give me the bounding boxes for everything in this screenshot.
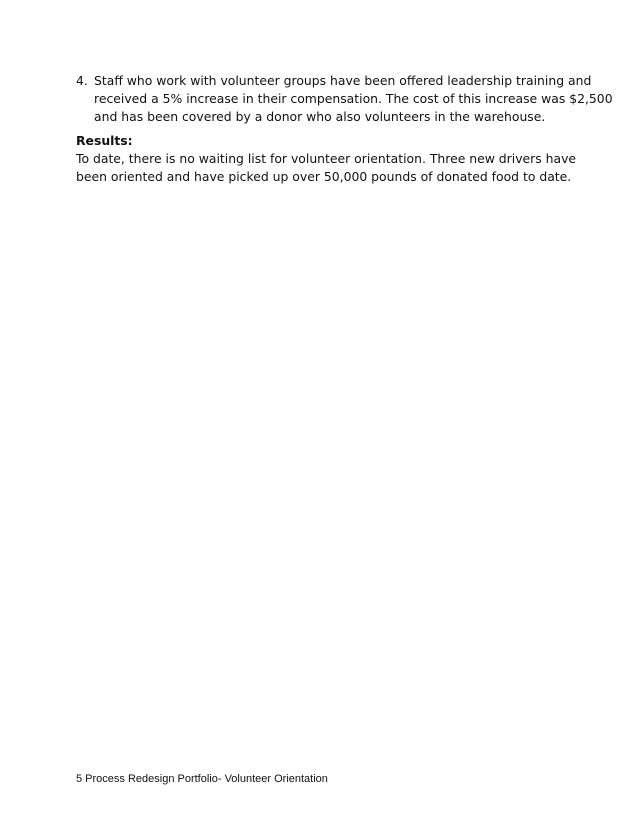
item-text-line: received a 5% increase in their compensation. The cost of this increase was $2,500 [94, 91, 613, 106]
results-section [76, 132, 576, 186]
page-footer: 5 Process Redesign Portfolio- Volunteer Orientation [76, 773, 328, 785]
item-number: 4. [76, 73, 88, 88]
results-heading: Results: [76, 133, 133, 148]
item-text-line: and has been covered by a donor who also volunteers in the warehouse. [94, 109, 546, 124]
results-text-line: To date, there is no waiting list for volunteer orientation. Three new drivers have [76, 151, 577, 166]
item-text [94, 72, 613, 126]
results-text-line: been oriented and have picked up over 50,000 pounds of donated food to date. [76, 169, 572, 184]
item-text-line: Staff who work with volunteer groups have been offered leadership training and [94, 73, 592, 88]
numbered-item-4 [76, 72, 613, 126]
